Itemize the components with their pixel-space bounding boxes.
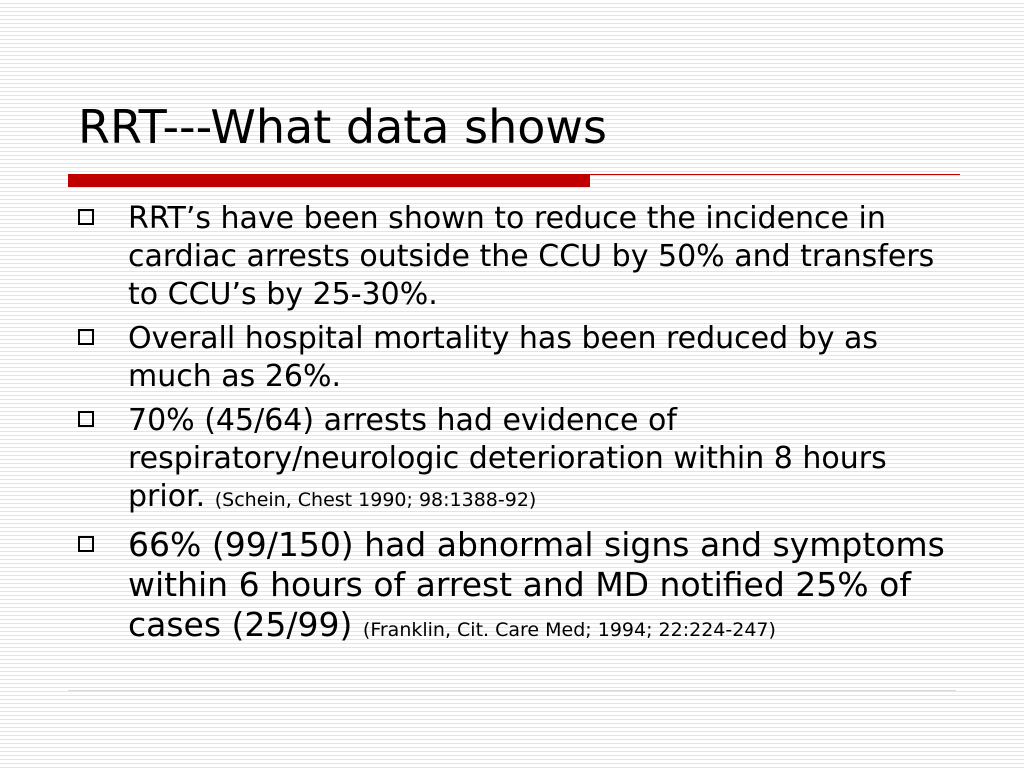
bullet-item-3 (78, 402, 958, 519)
hollow-square-icon (78, 329, 94, 345)
bullet-item-4 (78, 525, 958, 650)
bullet-text: 66% (99/150) had abnormal signs and symptoms within 6 hours of arrest and MD notified 25% of cases (25/99) (128, 525, 945, 644)
footer-rule (68, 690, 956, 691)
bullet-item-2 (78, 320, 958, 396)
hollow-square-icon (78, 411, 94, 427)
slide-title: RRT---What data shows (78, 100, 607, 154)
bullet-text: RRT’s have been shown to reduce the incidence in cardiac arrests outside the CCU by 50% and transfers to CCU’s by 25-30%. (128, 201, 935, 312)
hollow-square-icon (78, 536, 94, 552)
title-accent-bar (68, 174, 590, 187)
bullet-list (78, 200, 958, 656)
title-rule (590, 174, 960, 175)
bullet-text: 70% (45/64) arrests had evidence of respiratory/neurologic deterioration within 8 hours prior. (128, 403, 887, 514)
bullet-text: Overall hospital mortality has been reduced by as much as 26%. (128, 321, 879, 394)
hollow-square-icon (78, 209, 94, 225)
bullet-item-1 (78, 200, 958, 314)
citation: (Franklin, Cit. Care Med; 1994; 22:224-247) (362, 619, 776, 641)
citation: (Schein, Chest 1990; 98:1388-92) (214, 489, 537, 511)
